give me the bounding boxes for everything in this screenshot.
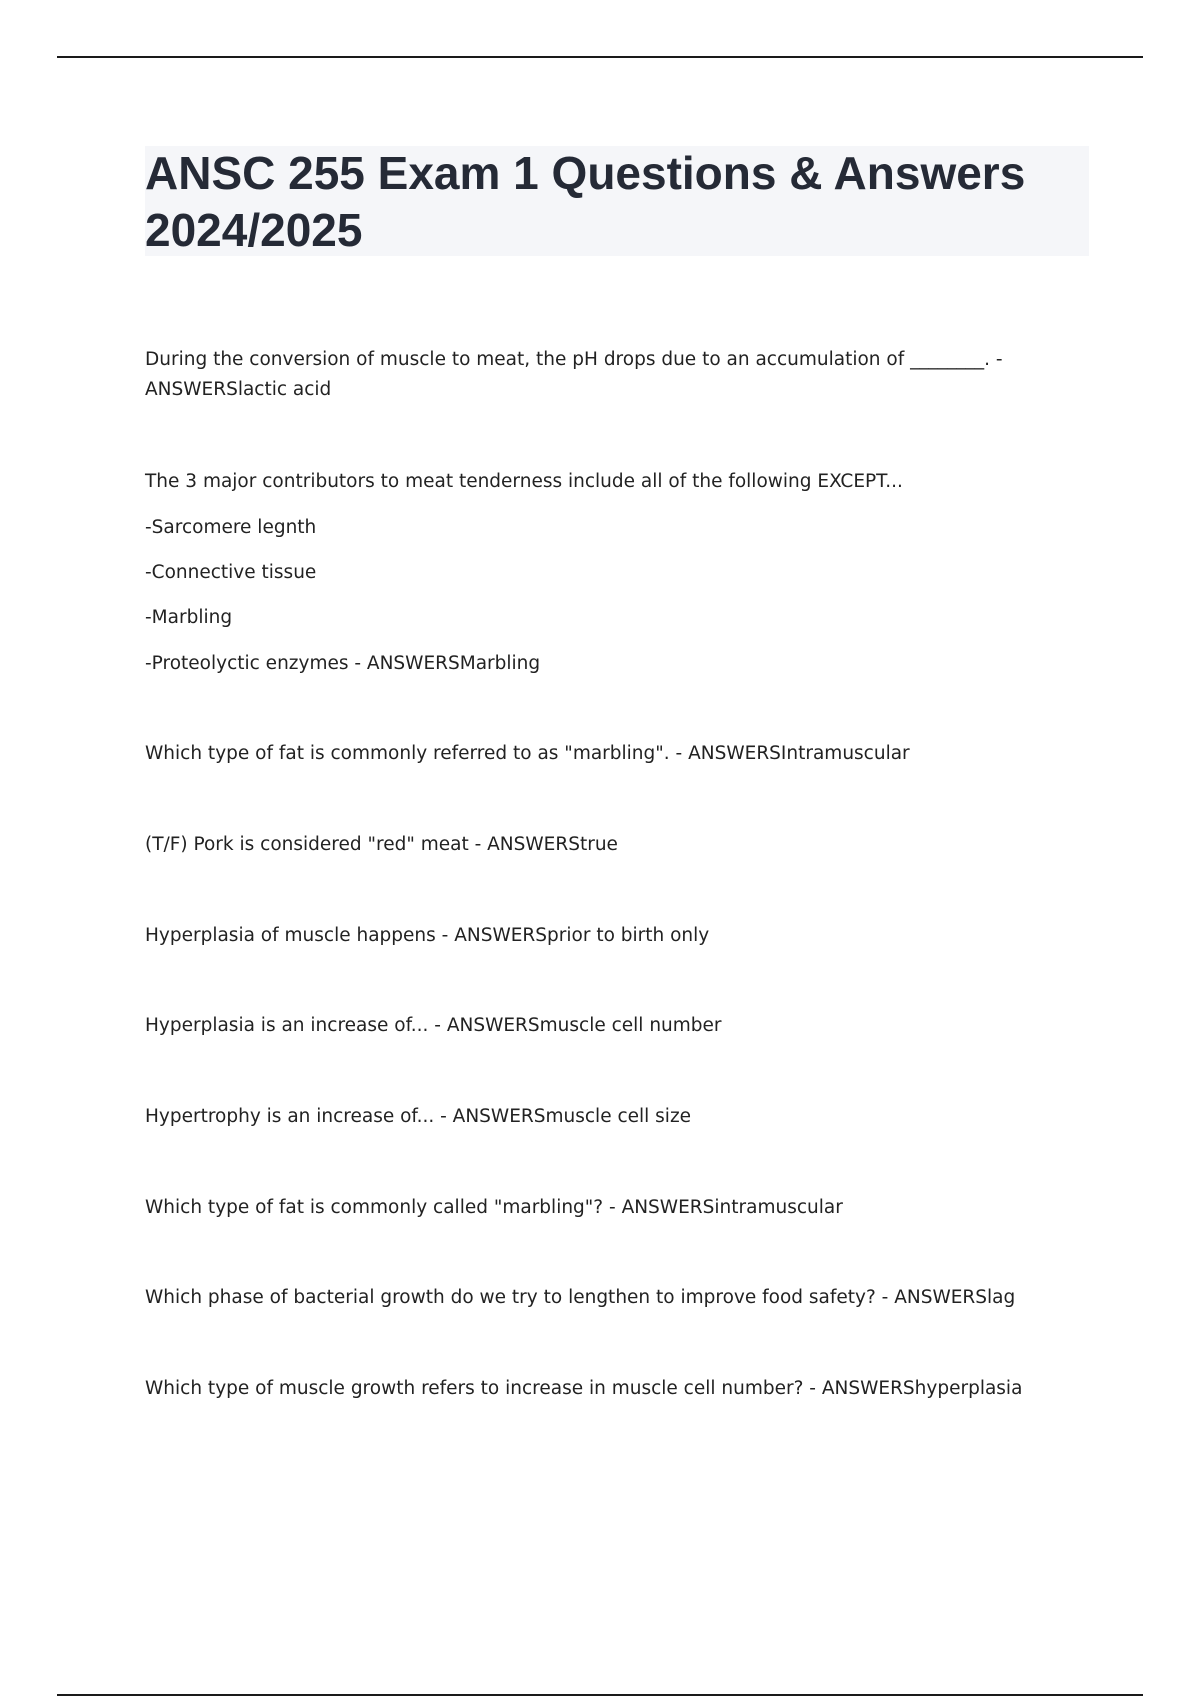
qa-item-text: Hyperplasia is an increase of... - ANSWERSmuscle cell number (145, 1015, 722, 1036)
qa-item-question: The 3 major contributors to meat tenderness include all of the following EXCEPT... (145, 471, 903, 492)
qa-item-3 (145, 739, 1045, 769)
qa-item-5 (145, 921, 1045, 951)
qa-item-text: Which phase of bacterial growth do we try to lengthen to improve food safety? - ANSWERSlag (145, 1287, 1016, 1308)
qa-item-8 (145, 1193, 1045, 1223)
qa-option: -Connective tissue (145, 562, 317, 583)
qa-item-2 (145, 467, 1045, 679)
qa-item-text: Hypertrophy is an increase of... - ANSWERSmuscle cell size (145, 1106, 692, 1127)
qa-item-text: Which type of fat is commonly referred to as "marbling". - ANSWERSIntramuscular (145, 743, 910, 764)
bottom-rule (57, 1694, 1143, 1696)
document-title: ANSC 255 Exam 1 Questions & Answers 2024/2025 (145, 147, 1026, 256)
qa-item-7 (145, 1102, 1045, 1132)
qa-item-text: ANSWERSlactic acid (145, 379, 332, 400)
qa-option: -Proteolyctic enzymes - ANSWERSMarbling (145, 653, 541, 674)
title-block (145, 146, 1089, 256)
qa-option: -Marbling (145, 607, 233, 628)
qa-item-text: Which type of muscle growth refers to increase in muscle cell number? - ANSWERShyperplasia (145, 1378, 1023, 1399)
qa-item-9 (145, 1283, 1045, 1313)
qa-item-text: (T/F) Pork is considered "red" meat - ANSWERStrue (145, 834, 618, 855)
qa-option: -Sarcomere legnth (145, 517, 317, 538)
top-rule (57, 56, 1143, 58)
qa-item-text: Which type of fat is commonly called "marbling"? - ANSWERSintramuscular (145, 1197, 843, 1218)
qa-item-6 (145, 1011, 1045, 1041)
qa-item-4 (145, 830, 1045, 860)
qa-item-10 (145, 1374, 1045, 1404)
qa-item-1 (145, 345, 1045, 405)
qa-item-text: Hyperplasia of muscle happens - ANSWERSprior to birth only (145, 925, 710, 946)
qa-item-text: During the conversion of muscle to meat, the pH drops due to an accumulation of ________. - (145, 349, 1003, 370)
